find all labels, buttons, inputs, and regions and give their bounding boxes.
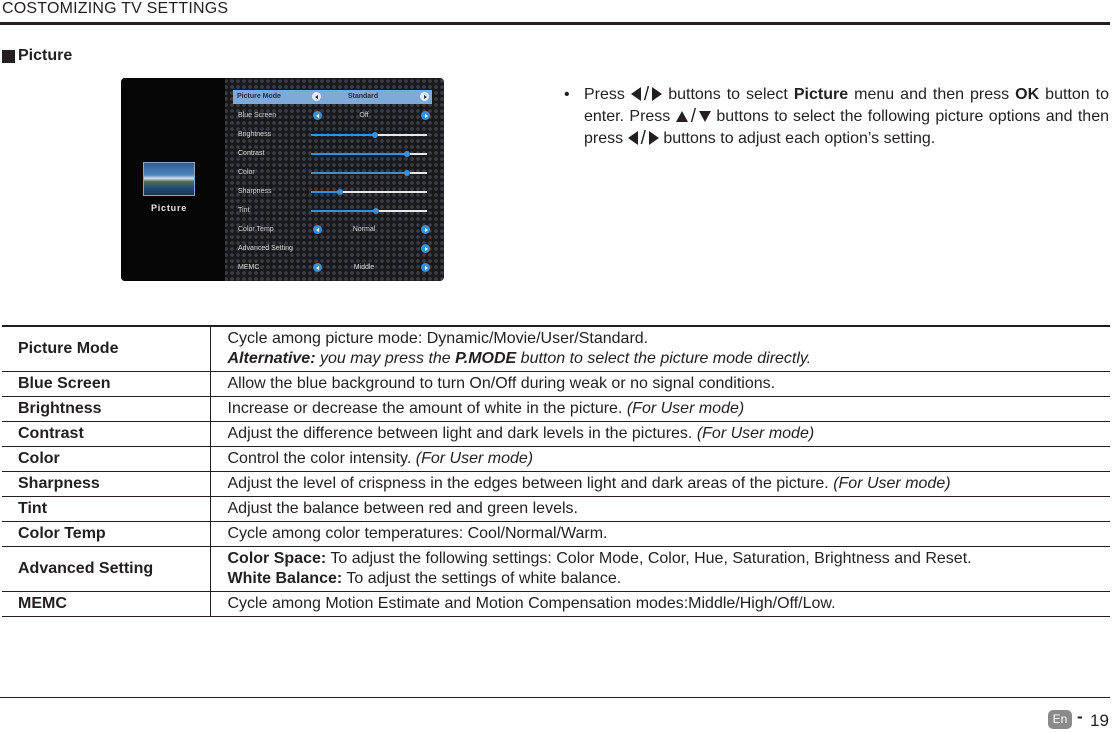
- right-triangle-icon: [652, 87, 662, 101]
- header-rule: [0, 22, 1110, 25]
- table-row: Brightness Increase or decrease the amount of white in the picture. (For User mode): [2, 397, 1110, 422]
- table-row: Advanced Setting Color Space: To adjust the following settings: Color Mode, Color, Hue, Saturation, Brightness and Reset. White Balance: To adjust the settings of white balance.: [2, 547, 1110, 592]
- section-heading: [2, 47, 72, 65]
- up-triangle-icon: [676, 111, 688, 122]
- table-row: Blue Screen Allow the blue background to turn On/Off during weak or no signal conditions.: [2, 372, 1110, 397]
- tv-menu-row-advanced-setting: Advanced Setting: [234, 242, 432, 256]
- tv-menu-row-memc: MEMC Middle: [234, 261, 432, 275]
- left-triangle-icon: [628, 131, 638, 145]
- settings-table: [2, 325, 1110, 617]
- page-header-title: COSTOMIZING TV SETTINGS: [2, 0, 229, 17]
- table-row: MEMC Cycle among Motion Estimate and Motion Compensation modes:Middle/High/Off/Low.: [2, 592, 1110, 617]
- footer-rule: [0, 697, 1110, 698]
- instruction-text: • Press / buttons to select Picture menu and then press OK button to enter. Press / buttons to select the following picture options and then press / buttons to adjust each option’s setting.: [564, 84, 1110, 150]
- landscape-picture-icon: [143, 162, 195, 196]
- tv-side-panel: [121, 78, 225, 281]
- down-triangle-icon: [699, 111, 711, 122]
- tv-menu-row-picture-mode: Picture Mode Standard: [233, 90, 432, 104]
- table-row: Tint Adjust the balance between red and green levels.: [2, 497, 1110, 522]
- right-triangle-icon: [649, 131, 659, 145]
- right-arrow-icon: [421, 263, 430, 272]
- tv-menu-row-sharpness: Sharpness: [234, 185, 432, 199]
- sharpness-slider: [311, 191, 427, 193]
- bullet: •: [564, 86, 570, 103]
- left-triangle-icon: [631, 87, 641, 101]
- table-row: Color Control the color intensity. (For User mode): [2, 447, 1110, 472]
- right-arrow-icon: [420, 92, 429, 101]
- color-slider: [311, 172, 427, 174]
- right-arrow-icon: [421, 244, 430, 253]
- page-dash: -: [1077, 707, 1083, 726]
- right-arrow-icon: [421, 111, 430, 120]
- table-row: Sharpness Adjust the level of crispness in the edges between light and dark areas of the picture. (For User mode): [2, 472, 1110, 497]
- tv-menu-row-tint: Tint: [234, 204, 432, 218]
- tv-menu-row-blue-screen: Blue Screen Off: [234, 109, 432, 123]
- tv-menu-row-color: Color: [234, 166, 432, 180]
- table-row: Contrast Adjust the difference between light and dark levels in the pictures. (For User mode): [2, 422, 1110, 447]
- tv-menu-row-color-temp: Color Temp Normal: [234, 223, 432, 237]
- section-title: Picture: [18, 47, 73, 64]
- brightness-slider: [311, 134, 427, 136]
- tv-menu-row-brightness: Brightness: [234, 128, 432, 142]
- table-row: Picture Mode Cycle among picture mode: Dynamic/Movie/User/Standard. Alternative: you may press the P.MODE button to select the picture mode directly.: [2, 326, 1110, 372]
- tint-slider: [311, 210, 427, 212]
- table-row: Color Temp Cycle among color temperatures: Cool/Normal/Warm.: [2, 522, 1110, 547]
- square-bullet-icon: [2, 50, 15, 63]
- contrast-slider: [311, 153, 427, 155]
- tv-side-label: Picture: [150, 203, 188, 213]
- right-arrow-icon: [421, 225, 430, 234]
- tv-menu-screenshot: [121, 78, 444, 281]
- tv-menu-row-contrast: Contrast: [234, 147, 432, 161]
- page-number: 19: [1090, 711, 1109, 730]
- language-badge: En: [1048, 710, 1072, 729]
